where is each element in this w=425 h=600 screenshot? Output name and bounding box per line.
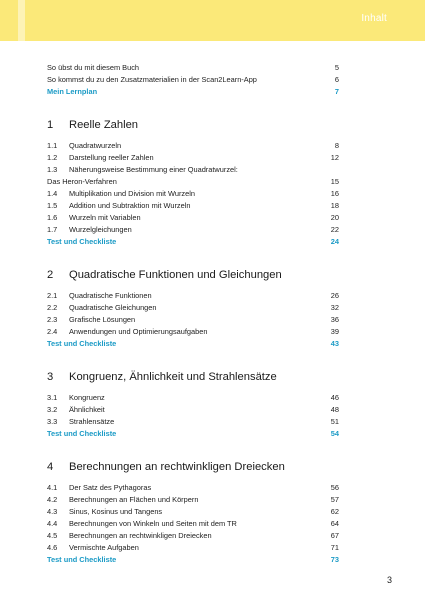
toc-intro-row[interactable] [47, 74, 339, 86]
toc-item-text: Das Heron-Verfahren [47, 177, 117, 186]
toc-item-page: 56 [330, 483, 339, 492]
chapter-title: Reelle Zahlen [69, 119, 139, 131]
chapter-title: Kongruenz, Ähnlichkeit und Strahlensätze [69, 371, 277, 383]
toc-item-text: Quadratische Funktionen [69, 291, 152, 300]
toc-test-page: 43 [330, 339, 339, 348]
toc-entry-page: 7 [334, 87, 339, 96]
toc-item-number: 1.6 [47, 213, 58, 222]
toc-item[interactable] [47, 212, 339, 224]
chapter-number: 4 [47, 461, 54, 473]
toc-item[interactable] [47, 494, 339, 506]
toc-entry-text: Mein Lernplan [47, 87, 98, 96]
toc-item-text: Addition und Subtraktion mit Wurzeln [69, 201, 191, 210]
toc-item-text: Quadratwurzeln [69, 141, 122, 150]
toc-item[interactable] [47, 518, 339, 530]
toc-item-text: Darstellung reeller Zahlen [69, 153, 154, 162]
toc-item-number: 3.1 [47, 393, 58, 402]
toc-intro-row[interactable] [47, 62, 339, 74]
toc-item-number: 4.2 [47, 495, 58, 504]
toc-item-number: 1.1 [47, 141, 58, 150]
toc-test-page: 24 [330, 237, 339, 246]
toc-item-number: 2.3 [47, 315, 58, 324]
toc-test-text: Test und Checkliste [47, 237, 117, 246]
chapter-title: Quadratische Funktionen und Gleichungen [69, 269, 282, 281]
toc-item-page: 46 [330, 393, 339, 402]
toc-item[interactable] [47, 542, 339, 554]
toc-entry-text: So kommst du zu den Zusatzmaterialien in der Scan2Learn-App [47, 75, 257, 84]
test-checklist-link[interactable] [47, 338, 339, 350]
toc-entry-page: 6 [334, 75, 339, 84]
toc-item-page: 57 [330, 495, 339, 504]
test-checklist-link[interactable] [47, 428, 339, 440]
toc-item-page: 18 [330, 201, 339, 210]
toc-item[interactable] [47, 188, 339, 200]
chapter-heading[interactable] [47, 116, 339, 134]
toc-item-continuation[interactable] [47, 176, 339, 188]
toc-item-text: Berechnungen von Winkeln und Seiten mit dem TR [69, 519, 237, 528]
toc-item-number: 2.4 [47, 327, 58, 336]
toc-item-number: 1.4 [47, 189, 58, 198]
toc-item-text: Wurzelgleichungen [69, 225, 132, 234]
test-checklist-link[interactable] [47, 236, 339, 248]
toc-item[interactable] [47, 482, 339, 494]
toc-item-number: 1.3 [47, 165, 58, 174]
toc-item-number: 4.3 [47, 507, 58, 516]
toc-entry-text: So übst du mit diesem Buch [47, 63, 140, 72]
toc-item-text: Anwendungen und Optimierungsaufgaben [69, 327, 208, 336]
toc-test-text: Test und Checkliste [47, 339, 117, 348]
toc-item[interactable] [47, 392, 339, 404]
test-checklist-link[interactable] [47, 554, 339, 566]
toc-item-page: 16 [330, 189, 339, 198]
chapter-number: 2 [47, 269, 54, 281]
toc-item-text: Sinus, Kosinus und Tangens [69, 507, 163, 516]
page-title: Inhalt [361, 13, 387, 24]
toc-item-number: 3.3 [47, 417, 58, 426]
toc-test-page: 54 [330, 429, 339, 438]
toc-test-text: Test und Checkliste [47, 555, 117, 564]
toc-lernplan-row[interactable] [47, 86, 339, 98]
toc-item-text: Strahlensätze [69, 417, 115, 426]
toc-item[interactable] [47, 290, 339, 302]
chapter-heading[interactable] [47, 458, 339, 476]
toc-item-page: 39 [330, 327, 339, 336]
toc-item[interactable] [47, 200, 339, 212]
toc-item[interactable] [47, 164, 339, 176]
toc-item-number: 3.2 [47, 405, 58, 414]
toc-item-number: 4.6 [47, 543, 58, 552]
toc-item-page: 32 [330, 303, 339, 312]
toc-item-text: Berechnungen an Flächen und Körpern [69, 495, 199, 504]
toc-item-page: 22 [330, 225, 339, 234]
toc-item[interactable] [47, 140, 339, 152]
toc-item-number: 1.2 [47, 153, 58, 162]
toc-item[interactable] [47, 326, 339, 338]
toc-item-page: 51 [330, 417, 339, 426]
toc-item-page: 64 [330, 519, 339, 528]
toc-item-page: 8 [334, 141, 339, 150]
toc-item-number: 1.5 [47, 201, 58, 210]
toc-item-number: 4.5 [47, 531, 58, 540]
chapter-number: 3 [47, 371, 54, 383]
toc-item[interactable] [47, 302, 339, 314]
toc-item[interactable] [47, 314, 339, 326]
chapter-title: Berechnungen an rechtwinkligen Dreiecken [69, 461, 285, 473]
toc-item[interactable] [47, 416, 339, 428]
toc-item-number: 4.4 [47, 519, 58, 528]
toc-item-page: 67 [330, 531, 339, 540]
chapter-heading[interactable] [47, 368, 339, 386]
toc-item-text: Kongruenz [69, 393, 105, 402]
toc-item-text: Quadratische Gleichungen [69, 303, 157, 312]
toc-item-page: 62 [330, 507, 339, 516]
header-sidebar [18, 0, 25, 41]
chapter-number: 1 [47, 119, 54, 131]
chapter-heading[interactable] [47, 266, 339, 284]
toc-item-text: Multiplikation und Division mit Wurzeln [69, 189, 195, 198]
toc-item-page: 36 [330, 315, 339, 324]
toc-item-page: 71 [330, 543, 339, 552]
toc-item-page: 26 [330, 291, 339, 300]
toc-item[interactable] [47, 530, 339, 542]
page-number: 3 [387, 575, 393, 585]
toc-item-text: Näherungsweise Bestimmung einer Quadratwurzel: [69, 165, 238, 174]
toc-item[interactable] [47, 152, 339, 164]
toc-test-text: Test und Checkliste [47, 429, 117, 438]
toc-item-text: Vermischte Aufgaben [69, 543, 139, 552]
table-of-contents [47, 62, 339, 566]
toc-item-text: Der Satz des Pythagoras [69, 483, 152, 492]
toc-item[interactable] [47, 224, 339, 236]
toc-item-page: 12 [330, 153, 339, 162]
toc-test-page: 73 [330, 555, 339, 564]
toc-item-page: 48 [330, 405, 339, 414]
toc-item-text: Berechnungen an rechtwinkligen Dreiecken [69, 531, 212, 540]
toc-item[interactable] [47, 506, 339, 518]
toc-item-page: 15 [330, 177, 339, 186]
toc-item-number: 4.1 [47, 483, 58, 492]
toc-item-number: 2.1 [47, 291, 58, 300]
toc-item[interactable] [47, 404, 339, 416]
toc-item-number: 1.7 [47, 225, 58, 234]
toc-entry-page: 5 [334, 63, 339, 72]
toc-item-text: Ähnlichkeit [69, 405, 105, 414]
toc-item-text: Wurzeln mit Variablen [69, 213, 141, 222]
toc-item-number: 2.2 [47, 303, 58, 312]
toc-item-page: 20 [330, 213, 339, 222]
toc-item-text: Grafische Lösungen [69, 315, 136, 324]
